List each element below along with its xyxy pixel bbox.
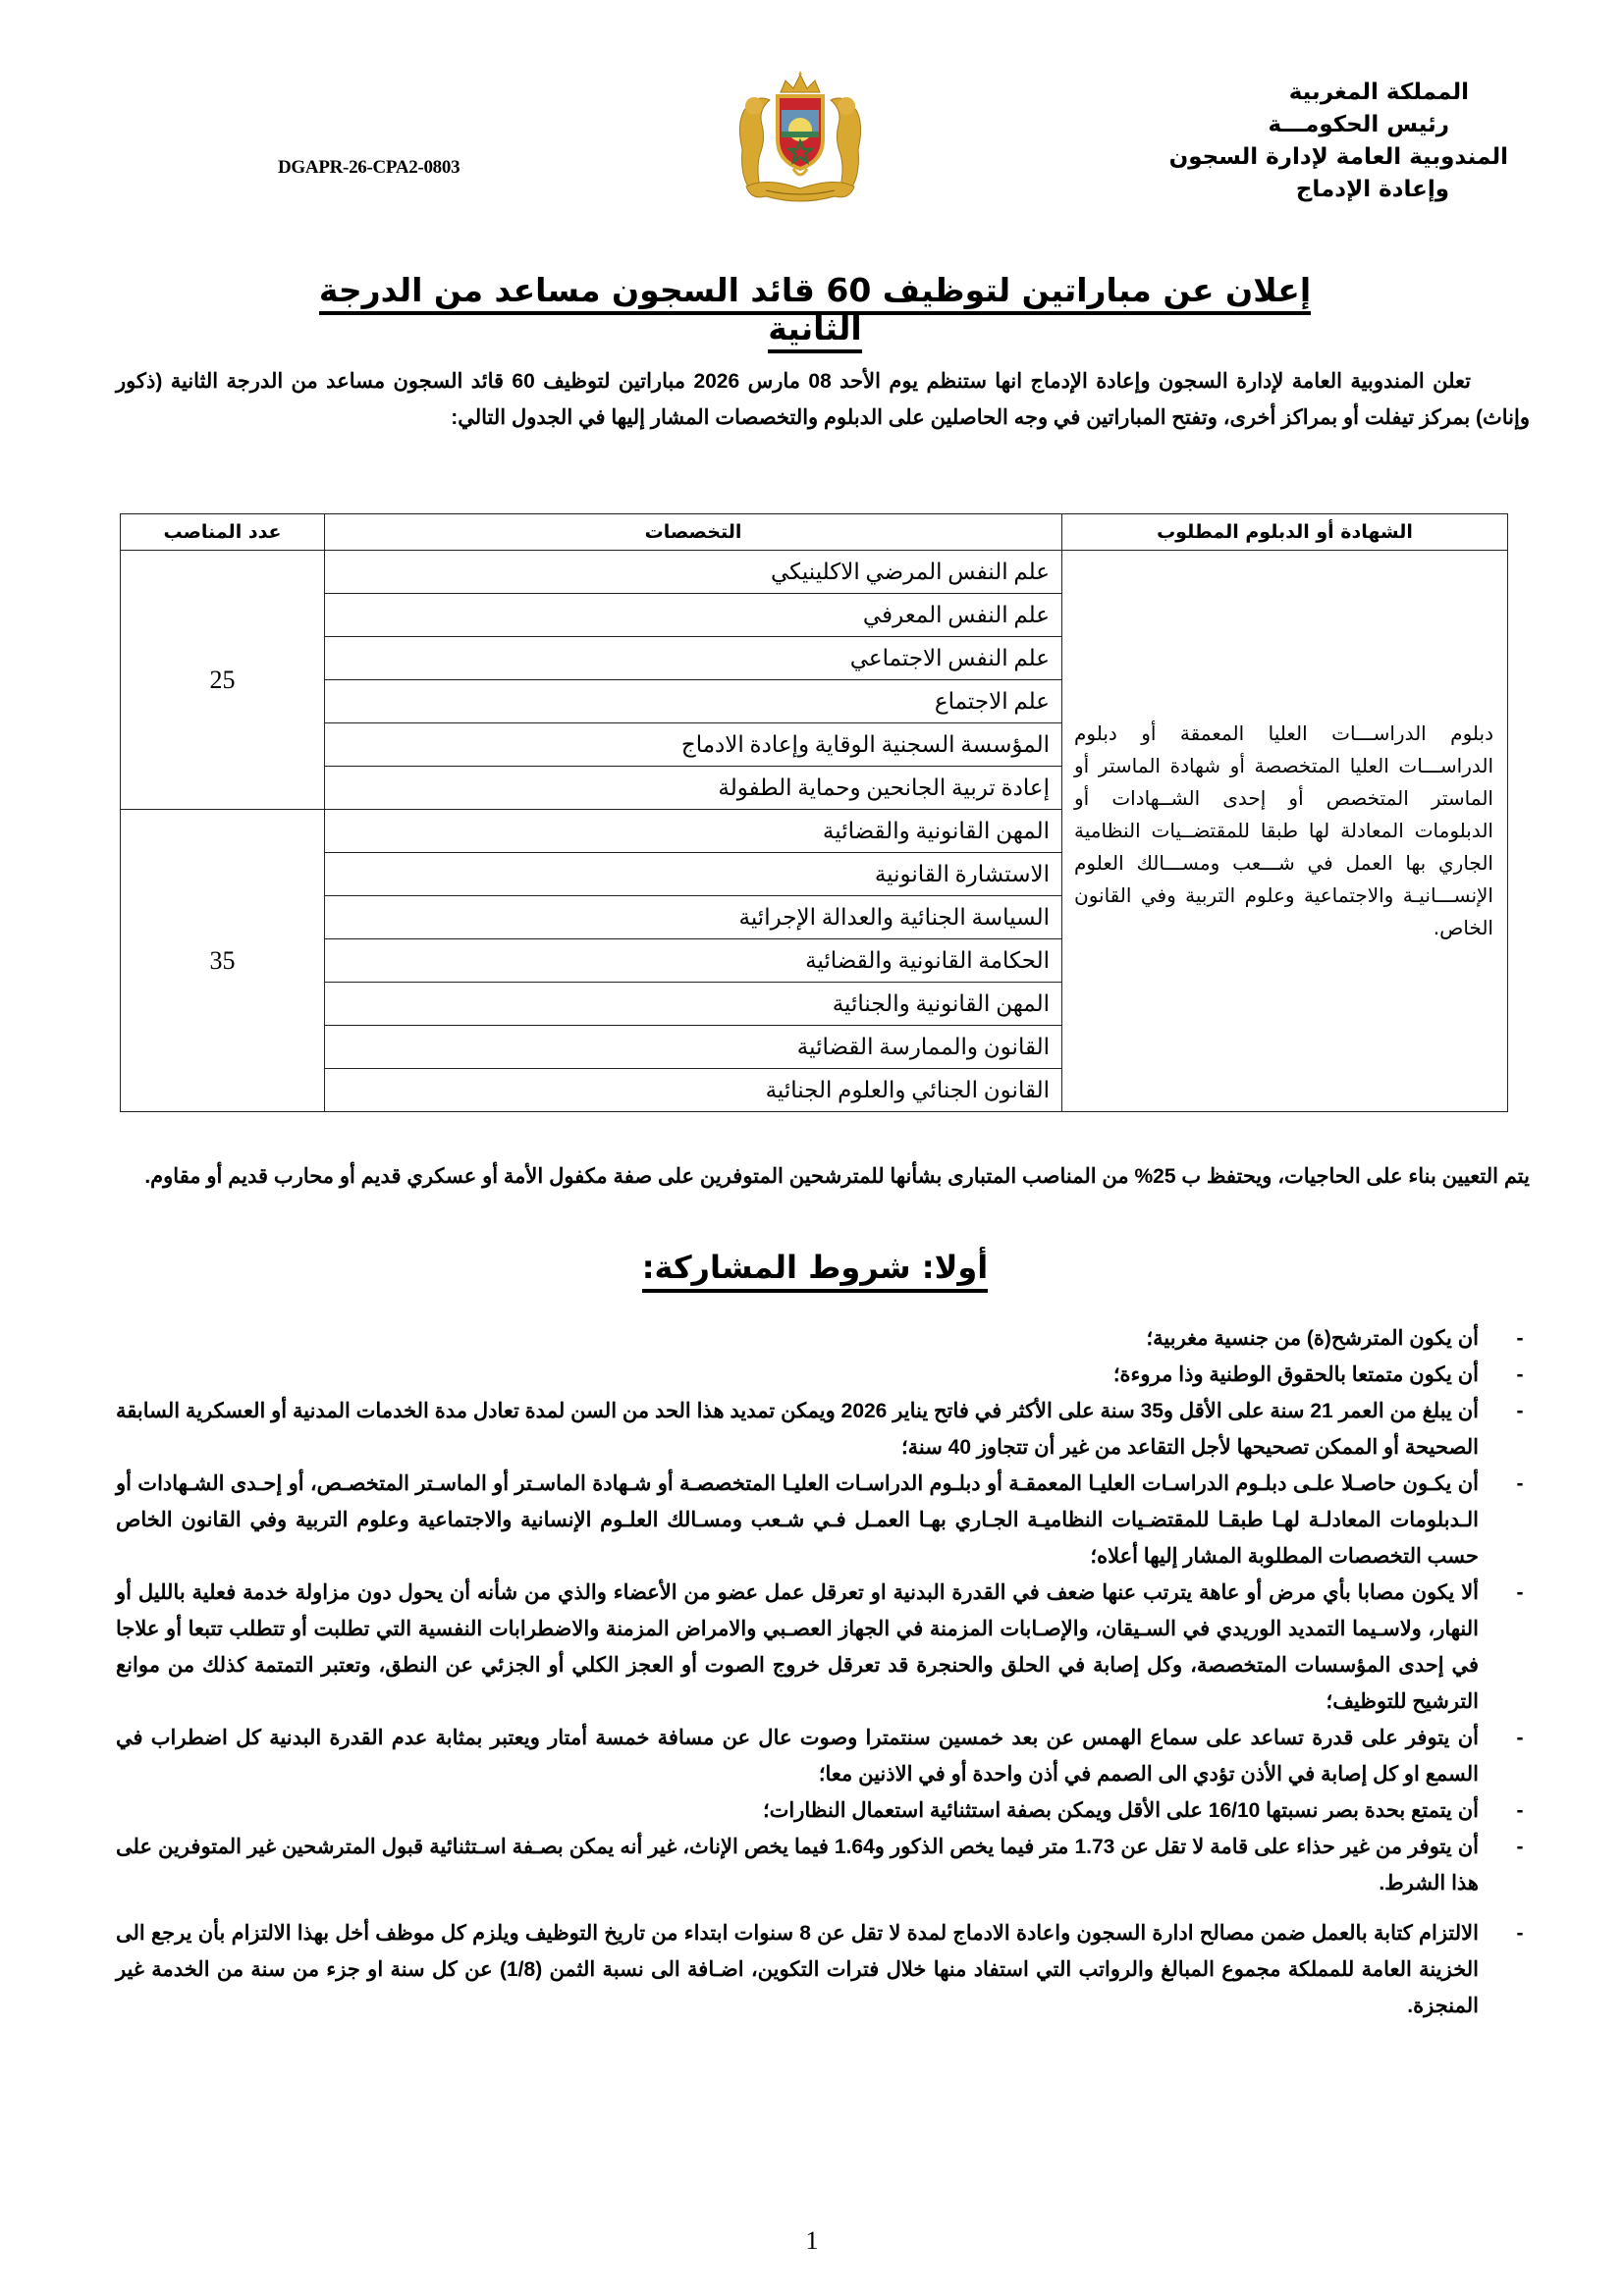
specialties-table [120, 513, 1508, 1112]
specialty-cell: الاستشارة القانونية [325, 853, 1062, 896]
condition-text: أن يكون المترشح(ة) من جنسية مغربية؛ [1146, 1327, 1479, 1350]
header-positions: عدد المناصب [121, 514, 325, 551]
list-item [116, 1720, 1530, 1792]
announcement-title-text: إعلان عن مباراتين لتوظيف 60 قائد السجون مساعد من الدرجة الثانية [319, 271, 1311, 353]
bullet-dash-icon: - [1516, 1363, 1524, 1386]
bullet-dash-icon: - [1516, 1922, 1524, 1945]
coat-of-arms-icon [727, 71, 874, 208]
condition-text: أن يبلغ من العمر 21 سنة على الأقل و35 سنة على الأكثر في فاتح يناير 2026 ويمكن تمديد هذا الحد من السن لمدة تعادل مدة الخدمات المدنية أو العسكرية السابقة الصحيحة أو الممكن تصحيحها لأجل التقاعد من غير أن تتجاوز 40 سنة؛ [116, 1400, 1479, 1459]
bullet-dash-icon: - [1516, 1327, 1524, 1350]
condition-text: أن يتوفر من غير حذاء على قامة لا تقل عن 1.73 متر فيما يخص الذكور و1.64 فيما يخص الإناث، غير أنه يمكن بصـفة اسـتثنائية قبول المترشحين غير المتوفرين على هذا الشرط. [116, 1836, 1480, 1895]
table-header-row [121, 514, 1508, 551]
specialty-cell: المهن القانونية والقضائية [325, 810, 1062, 853]
gender-note: (ذكور وإناث) [116, 370, 1530, 429]
specialty-cell: علم الاجتماع [325, 680, 1062, 723]
list-item [116, 1393, 1530, 1466]
positions-total: 60 [512, 370, 535, 393]
header-line-kingdom: المملكة المغربية [1288, 80, 1469, 105]
condition-text: أن يكـون حاصـلا علـى دبلـوم الدراسـات العليـا المعمقـة أو دبلـوم الدراسـات العليـا المتخصصـة أو شـهادة الماسـتر أو الماسـتر المتخصـص، أو إحـدى الشـهادات أو الـدبلومات المعادلـة لهـا طبقـا للمقتضـيات النظاميـة الجـاري بهـا العمـل فـي شـعب ومسـالك العلـوم الإنسانية والاجتماعية وعلوم التربية وفي القانون الخاص حسب التخصصات المطلوبة المشار إليها أعلاه؛ [116, 1472, 1479, 1568]
specialty-cell: القانون والممارسة القضائية [325, 1026, 1062, 1069]
list-item [116, 1466, 1530, 1575]
specialty-cell: المهن القانونية والجنائية [325, 983, 1062, 1026]
list-item [116, 1357, 1530, 1393]
exam-date: الأحد 08 مارس 2026 [693, 370, 881, 393]
condition-text: أن يكون متمتعا بالحقوق الوطنية وذا مروءة؛ [1112, 1363, 1479, 1386]
quota-note: يتم التعيين بناء على الحاجيات، ويحتفظ ب 25% من المناصب المتبارى بشأنها للمترشحين المتوفرين على صفة مكفول الأمة أو عسكري قديم أو محارب قديم أو مقاوم. [144, 1165, 1530, 1188]
section-title-text: أولا: شروط المشاركة: [642, 1249, 989, 1293]
reference-number: DGAPR-26-CPA2-0803 [278, 157, 460, 178]
specialty-cell: المؤسسة السجنية الوقاية وإعادة الادماج [325, 723, 1062, 767]
intro-text-1: تعلن المندوبية العامة لإدارة السجون وإعادة الإدماج انها ستنظم يوم [880, 370, 1472, 393]
header-diploma: الشهادة أو الدبلوم المطلوب [1062, 514, 1508, 551]
diploma-cell: دبلوم الدراســـات العليا المعمقة أو دبلوم الدراســـات العليا المتخصصة أو شهادة الماستر أو الماستر المتخصص أو إحدى الشــهادات أو الدبلومات المعادلة لها طبقا للمقتضــيات النظامية الجاري بها العمل في شـــعب ومســـالك العلوم الإنســـانيـة والاجتماعية وعلوم التربية وفي القانون الخاص. [1062, 551, 1508, 1112]
header-line-reintegration: وإعادة الإدماج [1295, 177, 1449, 202]
specialty-cell: علم النفس المرضي الاكلينيكي [325, 551, 1062, 594]
bullet-dash-icon: - [1516, 1799, 1524, 1822]
announcement-title [314, 271, 1316, 347]
header-specialties: التخصصات [325, 514, 1062, 551]
list-item [116, 1829, 1530, 1901]
issuer-header [1155, 77, 1508, 206]
header-line-government: رئيس الحكومـــة [1268, 112, 1449, 137]
page-number: 1 [805, 2226, 819, 2255]
intro-text-2: مباراتين لتوظيف [534, 370, 694, 393]
bullet-dash-icon: - [1516, 1581, 1524, 1604]
bullet-dash-icon: - [1516, 1836, 1524, 1858]
specialty-cell: علم النفس الاجتماعي [325, 637, 1062, 680]
specialty-cell: السياسة الجنائية والعدالة الإجرائية [325, 896, 1062, 939]
intro-paragraph [116, 363, 1530, 436]
table-row [121, 551, 1508, 594]
specialty-cell: علم النفس المعرفي [325, 594, 1062, 637]
header-line-delegation: المندوبية العامة لإدارة السجون [1168, 144, 1508, 170]
bullet-dash-icon: - [1516, 1727, 1524, 1749]
conditions-list [116, 1320, 1530, 2024]
bullet-dash-icon: - [1516, 1400, 1524, 1422]
intro-text-3: قائد السجون مساعد من الدرجة الثانية [162, 370, 513, 393]
specialty-cell: الحكامة القانونية والقضائية [325, 939, 1062, 983]
specialty-cell: القانون الجنائي والعلوم الجنائية [325, 1069, 1062, 1112]
positions-cell-group-1: 25 [121, 551, 325, 810]
condition-text: أن يتمتع بحدة بصر نسبتها 16/10 على الأقل ويمكن بصفة استثنائية استعمال النظارات؛ [762, 1799, 1479, 1822]
bullet-dash-icon: - [1516, 1472, 1524, 1495]
specialty-cell: إعادة تربية الجانحين وحماية الطفولة [325, 767, 1062, 810]
list-item-commitment [116, 1915, 1530, 2024]
condition-text: أن يتوفر على قدرة تساعد على سماع الهمس عن بعد خمسين سنتمترا وصوت عال عن مسافة خمسة أمتار ويعتبر بمثابة عدم القدرة البدنية كل اضطراب في السمع او كل إصابة في الأذن تؤدي الى الصمم في أذن واحدة أو في الاذنين معا؛ [116, 1727, 1479, 1786]
intro-text-4: بمركز تيفلت أو بمراكز أخرى، وتفتح المباراتين في وجه الحاصلين على الدبلوم والتخصصات المشار إليها في الجدول التالي: [451, 406, 1477, 429]
section-title-conditions [628, 1249, 1001, 1286]
list-item [116, 1792, 1530, 1829]
list-item [116, 1320, 1530, 1357]
list-item [116, 1575, 1530, 1720]
positions-cell-group-2: 35 [121, 810, 325, 1112]
condition-text: الالتزام كتابة بالعمل ضمن مصالح ادارة السجون واعادة الادماج لمدة لا تقل عن 8 سنوات ابتداء من تاريخ التوظيف ويلزم كل موظف أخل بهذا الالتزام بأن يرجع الى الخزينة العامة للمملكة مجموع المبالغ والرواتب التي استفاد منها خلال فترات التكوين، اضـافة الى نسبة الثمن (1/8) عن كل سنة او جزء من سنة من الخدمة غير المنجزة. [116, 1922, 1479, 2017]
condition-text: ألا يكون مصابا بأي مرض أو عاهة يترتب عنها ضعف في القدرة البدنية او تعرقل عمل عضو من الأعضاء والذي من شأنه أن يحول دون مزاولة خدمة فعلية بالليل أو النهار، ولاسـيما التمديد الوريدي في السـيقان، والإصـابات المزمنة في الجهاز العصـبي والامراض المزمنة والاضطرابات النفسية التي تطلبت أو تتطلب تتبعا أو علاجا في إحدى المؤسسات المتخصصة، وكل إصابة في الحلق والحنجرة قد تعرقل خروج الصوت أو العجز الكلي أو الجزئي عن النطق، وتعتبر التمتمة كذلك من موانع الترشيح للتوظيف؛ [116, 1581, 1479, 1713]
